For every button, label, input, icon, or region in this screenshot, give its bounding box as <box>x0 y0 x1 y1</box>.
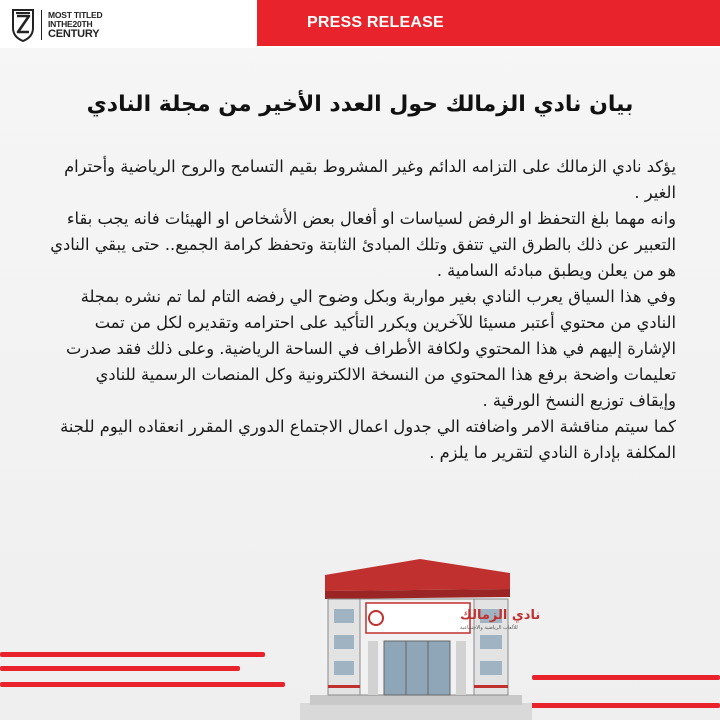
building-entrance <box>384 641 450 695</box>
building-roof <box>325 559 510 591</box>
club-tagline <box>48 11 102 40</box>
paragraph-2: وانه مهما بلغ التحفظ او الرفض لسياسات او أفعال بعض الأشخاص او الهيئات فانه يجب بقاء التعبير عن ذلك بالطرق التي تتفق وتلك المبادئ الثابتة وتحفظ كرامة الجميع.. حتى يبقي النادي هو من يعلن ويطبق مبادئه السامية . <box>50 209 676 280</box>
press-release-banner <box>257 0 720 46</box>
press-release-label: PRESS RELEASE <box>307 14 444 31</box>
club-logo <box>10 6 102 44</box>
paragraph-1: يؤكد نادي الزمالك على التزامه الدائم وغير المشروط بقيم التسامح والروح الرياضية وأحترام الغير . <box>64 157 676 202</box>
logo-divider <box>41 10 42 40</box>
decor-stripe-left-1 <box>0 652 265 657</box>
decor-stripe-right-2 <box>520 703 720 708</box>
club-crest-icon <box>10 8 36 42</box>
tagline-line-3: CENTURY <box>48 27 100 40</box>
club-building-illustration <box>300 545 541 720</box>
paragraph-4: كما سيتم مناقشة الامر واضافته الي جدول اعمال الاجتماع الدوري المقرر انعقاده اليوم للجنة المكلفة بإدارة النادي لتقرير ما يلزم . <box>60 417 676 462</box>
decor-stripe-left-3 <box>0 682 285 687</box>
decor-stripe-left-2 <box>0 666 240 671</box>
building-sign <box>366 603 470 633</box>
building-base <box>300 703 532 720</box>
building-sign-title: نادي الزمالك <box>460 608 541 623</box>
paragraph-3: وفي هذا السياق يعرب النادي بغير مواربة وبكل وضوح الي رفضه التام لما تم نشره بمجلة النادي من محتوي أعتبر مسيئا للآخرين ويكرر التأكيد على احترامه وتقديره لكل من تمت الإشارة إليهم في هذا المحتوي ولكافة الأطراف في الساحة الرياضية. وعلى ذلك فقد صدرت تعليمات واضحة برفع هذا المحتوي من النسخة الالكترونية وكل المنصات الرسمية للنادي وإيقاف توزيع النسخ الورقية . <box>65 287 676 410</box>
tagline-line-2: INTHE20TH <box>48 18 93 29</box>
page-title: بيان نادي الزمالك حول العدد الأخير من مجلة النادي <box>86 92 634 117</box>
tagline-line-1: MOST TITLED <box>48 9 103 20</box>
decor-stripe-right-1 <box>532 675 720 680</box>
top-bar <box>0 0 720 48</box>
building-sign-subtitle: للألعاب الرياضية والاجتماعية <box>460 625 518 631</box>
statement-body <box>44 154 676 466</box>
